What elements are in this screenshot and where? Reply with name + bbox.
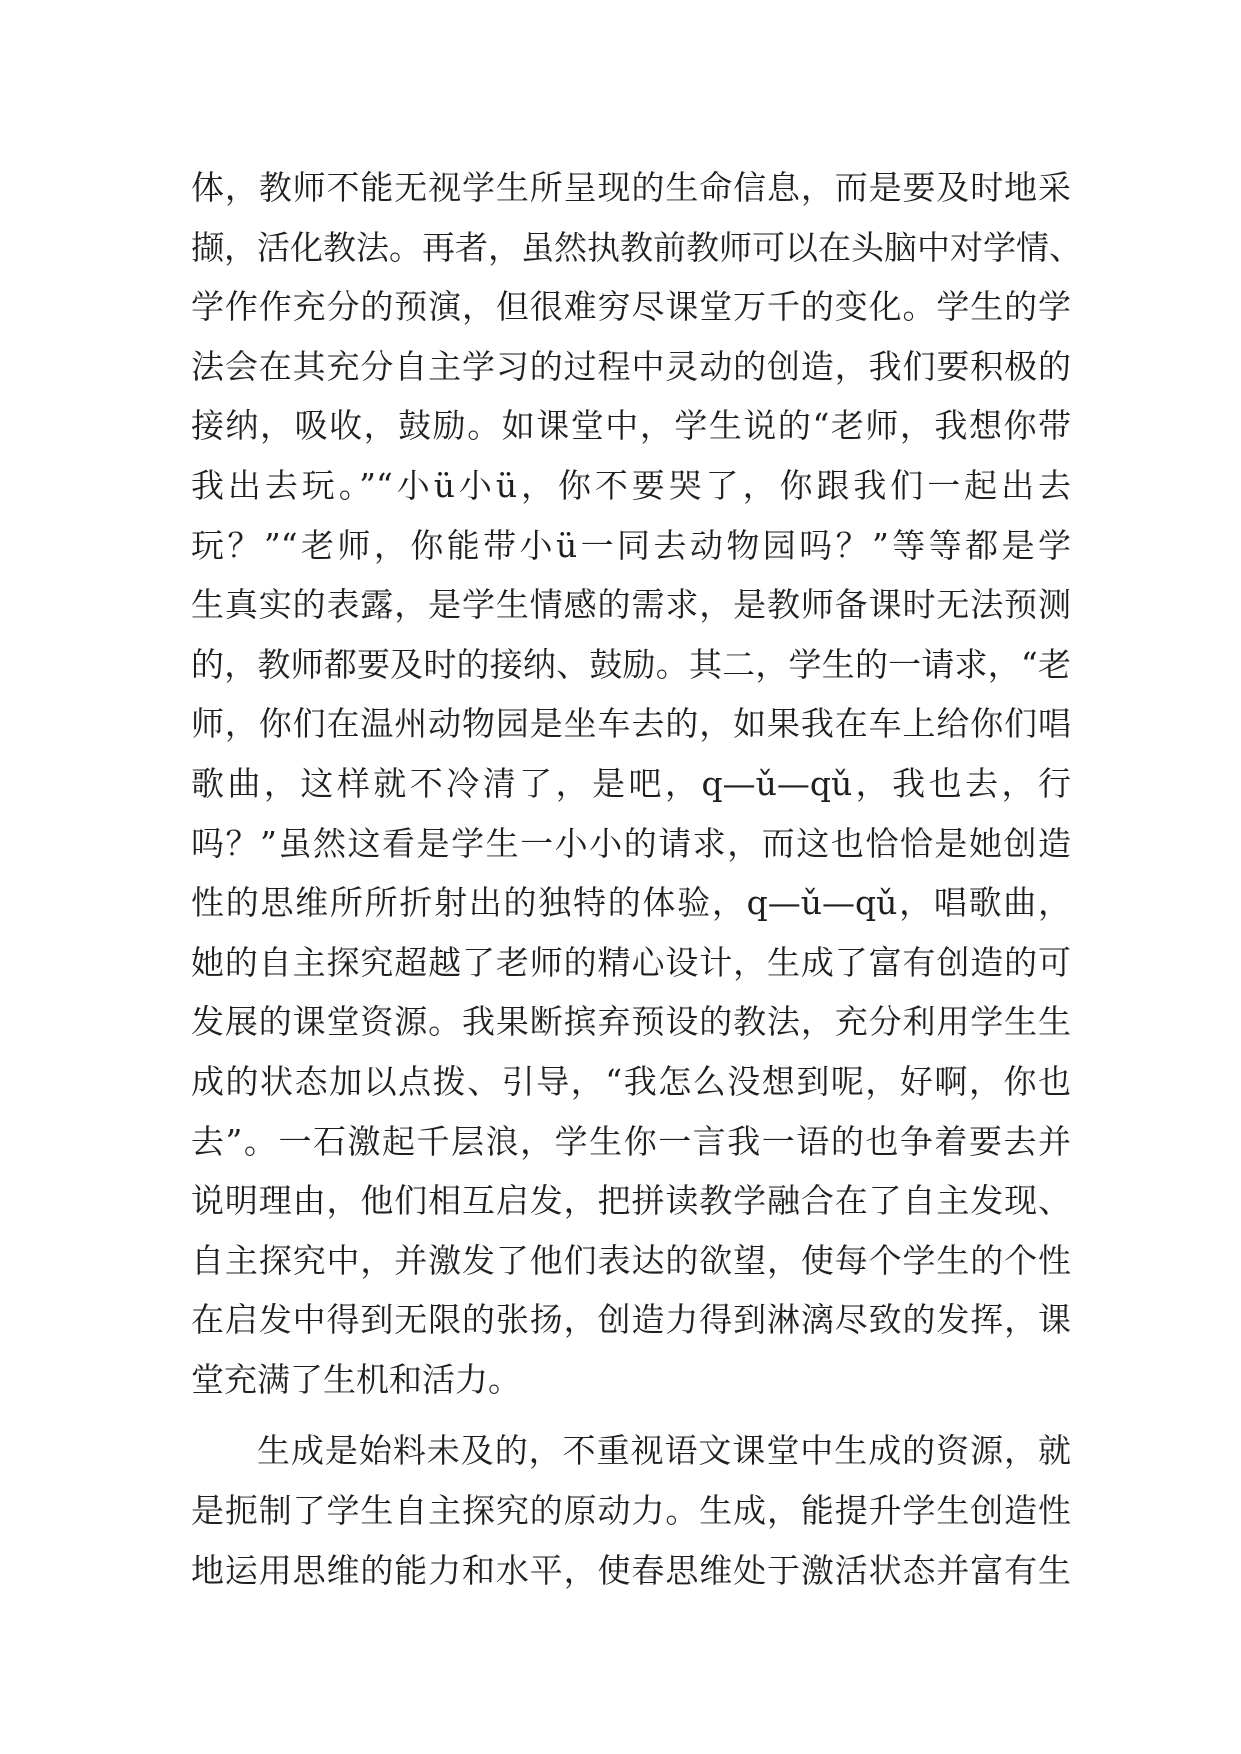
text-line: 撷，活化教法。再者，虽然执教前教师可以在头脑中对学情、 [191,227,1082,267]
text-line: 玩？”“老师，你能带小ü一同去动物园吗？”等等都是学 [191,525,1071,565]
text-line: 师，你们在温州动物园是坐车去的，如果我在车上给你们唱 [191,704,1071,744]
text-line: 的，教师都要及时的接纳、鼓励。其二，学生的一请求，“老 [191,644,1071,684]
text-line: 接纳，吸收，鼓励。如课堂中，学生说的“老师，我想你带 [191,406,1071,446]
text-line: 说明理由，他们相互启发，把拼读教学融合在了自主发现、 [191,1181,1071,1221]
text-line: 去”。一石激起千层浪，学生你一言我一语的也争着要去并 [191,1121,1071,1161]
paragraph-2 [191,1421,1071,1600]
text-line: 生成是始料未及的，不重视语文课堂中生成的资源，就 [257,1431,1071,1471]
text-line: 我出去玩。”“小ü小ü，你不要哭了，你跟我们一起出去 [191,465,1071,505]
text-line: 自主探究中，并激发了他们表达的欲望，使每个学生的个性 [191,1240,1071,1280]
text-line: 地运用思维的能力和水平，使春思维处于激活状态并富有生 [191,1550,1071,1590]
text-line: 学作作充分的预演，但很难穷尽课堂万千的变化。学生的学 [191,287,1071,327]
text-line: 体，教师不能无视学生所呈现的生命信息，而是要及时地采 [191,168,1071,207]
text-line: 是扼制了学生自主探究的原动力。生成，能提升学生创造性 [191,1491,1071,1531]
text-line: 发展的课堂资源。我果断摈弃预设的教法，充分利用学生生 [191,1002,1071,1042]
text-line: 法会在其充分自主学习的过程中灵动的创造，我们要积极的 [191,346,1071,386]
body-text [191,158,1082,1600]
text-line: 在启发中得到无限的张扬，创造力得到淋漓尽致的发挥，课 [191,1300,1071,1340]
paragraph-gap [191,1409,1071,1421]
text-line: 堂充满了生机和活力。 [191,1359,521,1399]
text-line: 吗？”虽然这看是学生一小小的请求，而这也恰恰是她创造 [191,823,1071,863]
text-line: 性的思维所所折射出的独特的体验，q—ǔ—qǔ，唱歌曲， [191,883,1071,923]
paragraph-1 [191,158,1082,1409]
text-line: 成的状态加以点拨、引导，“我怎么没想到呢，好啊，你也 [191,1061,1071,1101]
text-line: 生真实的表露，是学生情感的需求，是教师备课时无法预测 [191,585,1071,625]
text-line: 她的自主探究超越了老师的精心设计，生成了富有创造的可 [191,942,1071,982]
text-line: 歌曲，这样就不冷清了，是吧，q—ǔ—qǔ，我也去，行 [191,763,1071,803]
